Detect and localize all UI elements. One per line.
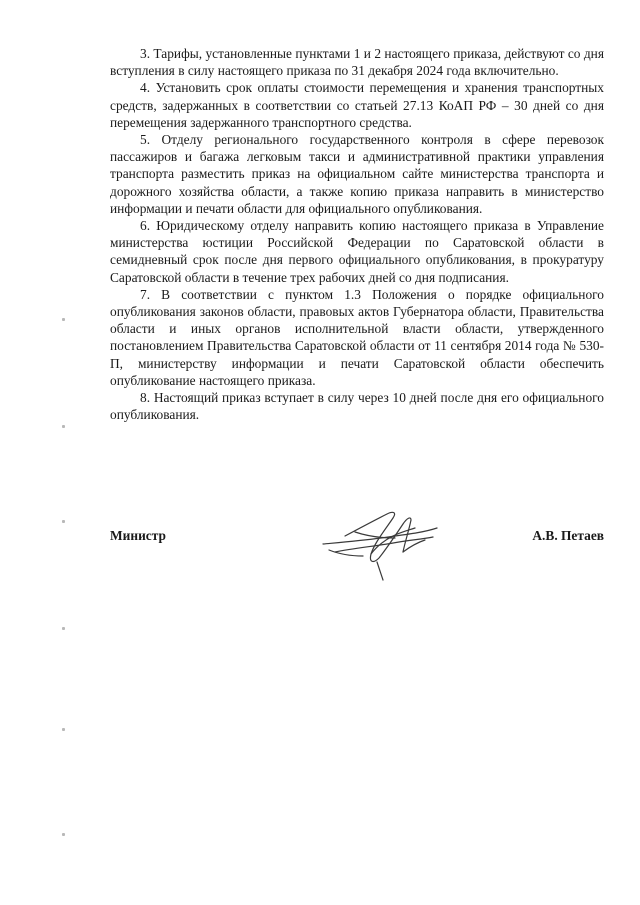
document-body — [110, 45, 604, 423]
scan-speck — [62, 520, 65, 523]
scan-speck — [62, 627, 65, 630]
paragraph-5: 5. Отделу регионального государственного контроля в сфере перевозок пассажиров и багажа легковым такси и административной практики управления транспорта разместить приказ на официальном сайте министерства транспорта и дорожного хозяйства области, а также копию приказа направить в министерство информации и печати области для официального опубликования. — [110, 132, 604, 216]
scan-speck — [62, 833, 65, 836]
signatory-name: А.В. Петаев — [532, 528, 604, 543]
handwritten-signature — [315, 506, 445, 584]
paragraph-4: 4. Установить срок оплаты стоимости перемещения и хранения транспортных средств, задержанных в соответствии со статьей 27.13 КоАП РФ – 30 дней со дня перемещения задержанного транспортного средства. — [110, 80, 604, 130]
paragraph-3: 3. Тарифы, установленные пунктами 1 и 2 настоящего приказа, действуют со дня вступления в силу настоящего приказа по 31 декабря 2024 года включительно. — [110, 46, 604, 79]
paragraph-6: 6. Юридическому отделу направить копию настоящего приказа в Управление министерства юстиции Российской Федерации по Саратовской области в семидневный срок после дня первого официального опубликования, в прокуратуру Саратовской области в течение трех рабочих дней со дня подписания. — [110, 218, 604, 285]
signatory-title: Министр — [110, 528, 166, 543]
scan-speck — [62, 728, 65, 731]
paragraph-8: 8. Настоящий приказ вступает в силу через 10 дней после дня его официального опубликования. — [110, 390, 604, 423]
scan-speck — [62, 425, 65, 428]
scan-speck — [62, 318, 65, 321]
paragraph-7: 7. В соответствии с пунктом 1.3 Положения о порядке официального опубликования законов области, правовых актов Губернатора области, Правительства области и иных органов исполнительной власти области, утвержденного постановлением Правительства Саратовской области от 11 сентября 2014 года № 530-П, министерству информации и печати Саратовской области обеспечить опубликование настоящего приказа. — [110, 286, 604, 388]
signature-block — [110, 506, 604, 576]
